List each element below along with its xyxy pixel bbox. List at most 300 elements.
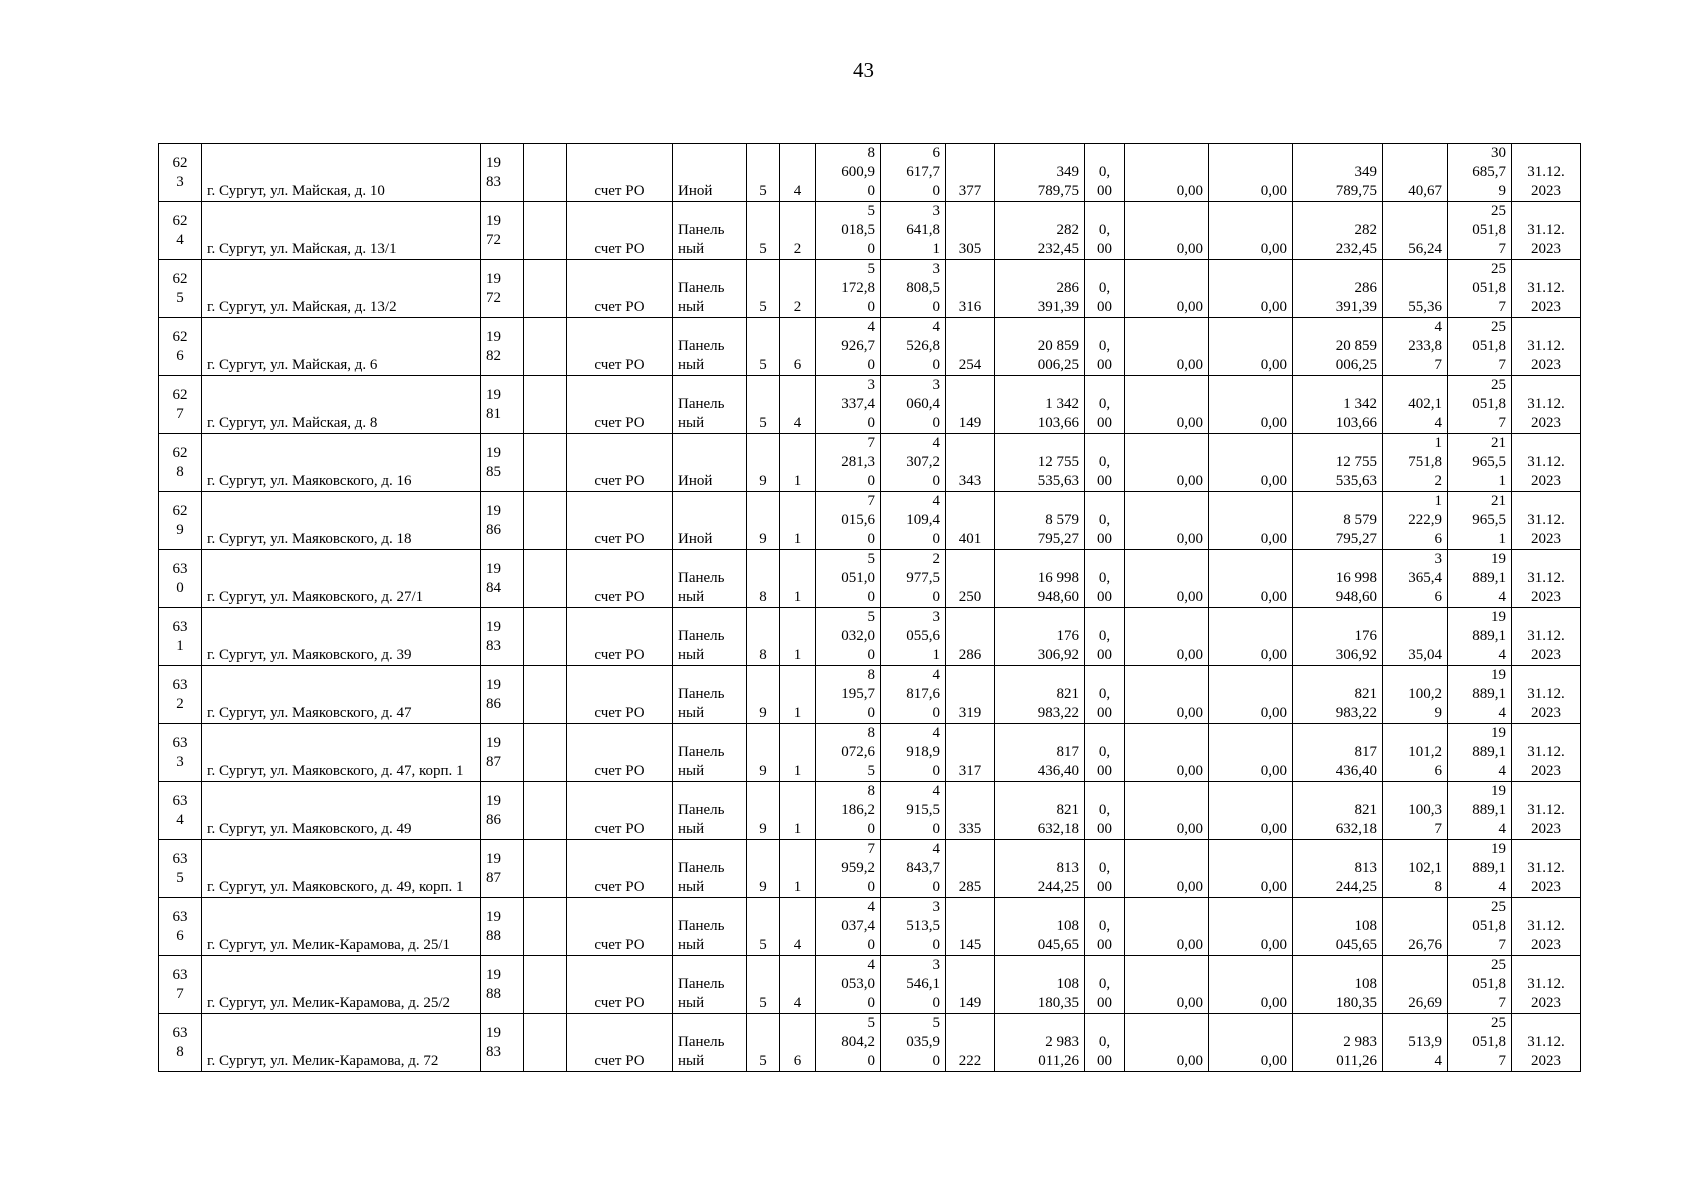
cell-c4 — [524, 550, 567, 608]
cell-year: 19 87 — [481, 840, 524, 898]
cell-entr: 1 — [780, 550, 816, 608]
cell-c15: 0,00 — [1209, 492, 1293, 550]
cell-cost: 16 998 948,60 — [995, 550, 1085, 608]
cell-c4 — [524, 376, 567, 434]
cell-area-liv: 4 307,2 0 — [881, 434, 946, 492]
cell-year: 19 88 — [481, 956, 524, 1014]
cell-entr: 2 — [780, 260, 816, 318]
cell-c4 — [524, 782, 567, 840]
cell-area-liv: 4 817,6 0 — [881, 666, 946, 724]
cell-no: 63 0 — [159, 550, 202, 608]
cell-cost: 821 632,18 — [995, 782, 1085, 840]
cell-date: 31.12. 2023 — [1512, 608, 1581, 666]
cell-area-total: 5 804,2 0 — [816, 1014, 881, 1072]
cell-wall: Панель ный — [673, 550, 747, 608]
cell-cost: 1 342 103,66 — [995, 376, 1085, 434]
cell-entr: 6 — [780, 318, 816, 376]
cell-c13: 0, 00 — [1085, 782, 1125, 840]
cell-year: 19 86 — [481, 666, 524, 724]
cell-c18: 19 889,1 4 — [1448, 840, 1512, 898]
cell-no: 62 7 — [159, 376, 202, 434]
cell-c13: 0, 00 — [1085, 666, 1125, 724]
cell-fund: счет РО — [567, 608, 673, 666]
cell-date: 31.12. 2023 — [1512, 782, 1581, 840]
cell-c17: 26,69 — [1383, 956, 1448, 1014]
cell-people: 305 — [946, 202, 995, 260]
cell-c14: 0,00 — [1125, 434, 1209, 492]
cell-c17: 101,2 6 — [1383, 724, 1448, 782]
cell-c18: 25 051,8 7 — [1448, 898, 1512, 956]
cell-c14: 0,00 — [1125, 666, 1209, 724]
table-body — [159, 144, 1581, 1072]
table-row — [159, 1014, 1581, 1072]
cell-c18: 25 051,8 7 — [1448, 376, 1512, 434]
cell-c4 — [524, 724, 567, 782]
cell-addr: г. Сургут, ул. Маяковского, д. 47 — [202, 666, 481, 724]
cell-no: 63 5 — [159, 840, 202, 898]
cell-area-total: 7 959,2 0 — [816, 840, 881, 898]
cell-c14: 0,00 — [1125, 550, 1209, 608]
cell-area-total: 5 051,0 0 — [816, 550, 881, 608]
cell-c4 — [524, 608, 567, 666]
table-row — [159, 608, 1581, 666]
cell-entr: 1 — [780, 666, 816, 724]
cell-fund: счет РО — [567, 202, 673, 260]
cell-c16: 16 998 948,60 — [1293, 550, 1383, 608]
cell-area-total: 5 018,5 0 — [816, 202, 881, 260]
cell-area-total: 8 195,7 0 — [816, 666, 881, 724]
cell-c4 — [524, 434, 567, 492]
cell-floors: 5 — [747, 318, 780, 376]
cell-no: 62 8 — [159, 434, 202, 492]
table-row — [159, 724, 1581, 782]
cell-no: 63 2 — [159, 666, 202, 724]
cell-area-total: 4 053,0 0 — [816, 956, 881, 1014]
cell-c16: 282 232,45 — [1293, 202, 1383, 260]
cell-date: 31.12. 2023 — [1512, 144, 1581, 202]
cell-c15: 0,00 — [1209, 434, 1293, 492]
cell-c15: 0,00 — [1209, 608, 1293, 666]
cell-c4 — [524, 492, 567, 550]
cell-area-total: 5 172,8 0 — [816, 260, 881, 318]
cell-wall: Иной — [673, 144, 747, 202]
cell-c4 — [524, 202, 567, 260]
cell-c16: 108 180,35 — [1293, 956, 1383, 1014]
cell-wall: Панель ный — [673, 608, 747, 666]
table-row — [159, 956, 1581, 1014]
cell-c13: 0, 00 — [1085, 550, 1125, 608]
cell-area-liv: 3 055,6 1 — [881, 608, 946, 666]
cell-wall: Панель ный — [673, 840, 747, 898]
cell-no: 62 5 — [159, 260, 202, 318]
cell-year: 19 84 — [481, 550, 524, 608]
cell-fund: счет РО — [567, 666, 673, 724]
table-row — [159, 898, 1581, 956]
cell-c13: 0, 00 — [1085, 492, 1125, 550]
cell-area-liv: 2 977,5 0 — [881, 550, 946, 608]
cell-c4 — [524, 956, 567, 1014]
cell-c15: 0,00 — [1209, 260, 1293, 318]
cell-c16: 2 983 011,26 — [1293, 1014, 1383, 1072]
cell-c13: 0, 00 — [1085, 724, 1125, 782]
cell-addr: г. Сургут, ул. Маяковского, д. 18 — [202, 492, 481, 550]
cell-floors: 9 — [747, 840, 780, 898]
cell-floors: 8 — [747, 608, 780, 666]
cell-c17: 100,2 9 — [1383, 666, 1448, 724]
cell-entr: 4 — [780, 956, 816, 1014]
cell-area-liv: 4 526,8 0 — [881, 318, 946, 376]
cell-fund: счет РО — [567, 550, 673, 608]
cell-year: 19 72 — [481, 260, 524, 318]
cell-floors: 5 — [747, 898, 780, 956]
cell-area-total: 5 032,0 0 — [816, 608, 881, 666]
cell-no: 62 9 — [159, 492, 202, 550]
cell-area-liv: 4 843,7 0 — [881, 840, 946, 898]
cell-wall: Панель ный — [673, 724, 747, 782]
cell-c18: 25 051,8 7 — [1448, 260, 1512, 318]
cell-cost: 817 436,40 — [995, 724, 1085, 782]
cell-c13: 0, 00 — [1085, 840, 1125, 898]
cell-c14: 0,00 — [1125, 376, 1209, 434]
cell-no: 62 3 — [159, 144, 202, 202]
cell-entr: 6 — [780, 1014, 816, 1072]
cell-c4 — [524, 840, 567, 898]
cell-c17: 102,1 8 — [1383, 840, 1448, 898]
cell-floors: 9 — [747, 666, 780, 724]
cell-entr: 4 — [780, 144, 816, 202]
cell-date: 31.12. 2023 — [1512, 492, 1581, 550]
cell-c14: 0,00 — [1125, 260, 1209, 318]
table-row — [159, 840, 1581, 898]
cell-year: 19 86 — [481, 782, 524, 840]
cell-c13: 0, 00 — [1085, 1014, 1125, 1072]
cell-cost: 2 983 011,26 — [995, 1014, 1085, 1072]
cell-cost: 821 983,22 — [995, 666, 1085, 724]
cell-addr: г. Сургут, ул. Майская, д. 13/2 — [202, 260, 481, 318]
cell-people: 250 — [946, 550, 995, 608]
cell-c15: 0,00 — [1209, 550, 1293, 608]
cell-people: 377 — [946, 144, 995, 202]
cell-c17: 40,67 — [1383, 144, 1448, 202]
cell-addr: г. Сургут, ул. Маяковского, д. 47, корп. 1 — [202, 724, 481, 782]
cell-date: 31.12. 2023 — [1512, 434, 1581, 492]
cell-year: 19 83 — [481, 1014, 524, 1072]
cell-date: 31.12. 2023 — [1512, 956, 1581, 1014]
cell-addr: г. Сургут, ул. Мелик-Карамова, д. 72 — [202, 1014, 481, 1072]
cell-area-total: 4 926,7 0 — [816, 318, 881, 376]
cell-floors: 5 — [747, 260, 780, 318]
cell-area-liv: 6 617,7 0 — [881, 144, 946, 202]
cell-entr: 1 — [780, 434, 816, 492]
cell-floors: 5 — [747, 376, 780, 434]
cell-c17: 1 222,9 6 — [1383, 492, 1448, 550]
cell-c13: 0, 00 — [1085, 260, 1125, 318]
cell-floors: 9 — [747, 434, 780, 492]
cell-c17: 100,3 7 — [1383, 782, 1448, 840]
cell-wall: Панель ный — [673, 898, 747, 956]
cell-entr: 2 — [780, 202, 816, 260]
cell-floors: 5 — [747, 144, 780, 202]
cell-fund: счет РО — [567, 434, 673, 492]
cell-c17: 26,76 — [1383, 898, 1448, 956]
cell-addr: г. Сургут, ул. Маяковского, д. 39 — [202, 608, 481, 666]
cell-addr: г. Сургут, ул. Мелик-Карамова, д. 25/2 — [202, 956, 481, 1014]
cell-people: 401 — [946, 492, 995, 550]
cell-addr: г. Сургут, ул. Майская, д. 6 — [202, 318, 481, 376]
cell-c4 — [524, 666, 567, 724]
cell-c13: 0, 00 — [1085, 608, 1125, 666]
cell-entr: 1 — [780, 724, 816, 782]
cell-c16: 817 436,40 — [1293, 724, 1383, 782]
cell-c14: 0,00 — [1125, 840, 1209, 898]
cell-c13: 0, 00 — [1085, 144, 1125, 202]
cell-people: 145 — [946, 898, 995, 956]
cell-c15: 0,00 — [1209, 898, 1293, 956]
cell-c15: 0,00 — [1209, 666, 1293, 724]
cell-year: 19 87 — [481, 724, 524, 782]
table-row — [159, 318, 1581, 376]
cell-c15: 0,00 — [1209, 782, 1293, 840]
cell-area-total: 8 072,6 5 — [816, 724, 881, 782]
cell-year: 19 72 — [481, 202, 524, 260]
cell-area-liv: 5 035,9 0 — [881, 1014, 946, 1072]
cell-floors: 9 — [747, 724, 780, 782]
cell-c13: 0, 00 — [1085, 956, 1125, 1014]
cell-c13: 0, 00 — [1085, 434, 1125, 492]
cell-cost: 286 391,39 — [995, 260, 1085, 318]
cell-area-liv: 3 641,8 1 — [881, 202, 946, 260]
table-row — [159, 666, 1581, 724]
cell-c18: 25 051,8 7 — [1448, 956, 1512, 1014]
cell-c14: 0,00 — [1125, 318, 1209, 376]
cell-people: 149 — [946, 376, 995, 434]
cell-c4 — [524, 260, 567, 318]
cell-people: 335 — [946, 782, 995, 840]
cell-no: 63 1 — [159, 608, 202, 666]
cell-c14: 0,00 — [1125, 1014, 1209, 1072]
cell-c14: 0,00 — [1125, 956, 1209, 1014]
cell-date: 31.12. 2023 — [1512, 840, 1581, 898]
cell-floors: 5 — [747, 956, 780, 1014]
cell-cost: 349 789,75 — [995, 144, 1085, 202]
cell-floors: 9 — [747, 782, 780, 840]
cell-fund: счет РО — [567, 782, 673, 840]
cell-entr: 4 — [780, 898, 816, 956]
cell-entr: 1 — [780, 840, 816, 898]
cell-no: 63 7 — [159, 956, 202, 1014]
cell-cost: 176 306,92 — [995, 608, 1085, 666]
cell-c15: 0,00 — [1209, 724, 1293, 782]
cell-c18: 25 051,8 7 — [1448, 1014, 1512, 1072]
cell-addr: г. Сургут, ул. Маяковского, д. 49, корп. 1 — [202, 840, 481, 898]
cell-addr: г. Сургут, ул. Майская, д. 13/1 — [202, 202, 481, 260]
cell-people: 319 — [946, 666, 995, 724]
cell-entr: 1 — [780, 492, 816, 550]
cell-date: 31.12. 2023 — [1512, 376, 1581, 434]
cell-wall: Панель ный — [673, 260, 747, 318]
cell-c16: 286 391,39 — [1293, 260, 1383, 318]
cell-people: 254 — [946, 318, 995, 376]
cell-fund: счет РО — [567, 260, 673, 318]
cell-year: 19 81 — [481, 376, 524, 434]
cell-c14: 0,00 — [1125, 144, 1209, 202]
cell-fund: счет РО — [567, 898, 673, 956]
cell-date: 31.12. 2023 — [1512, 318, 1581, 376]
cell-year: 19 83 — [481, 608, 524, 666]
cell-c13: 0, 00 — [1085, 376, 1125, 434]
cell-floors: 5 — [747, 202, 780, 260]
cell-fund: счет РО — [567, 318, 673, 376]
cell-cost: 108 045,65 — [995, 898, 1085, 956]
cell-c18: 19 889,1 4 — [1448, 608, 1512, 666]
cell-c13: 0, 00 — [1085, 318, 1125, 376]
cell-c17: 1 751,8 2 — [1383, 434, 1448, 492]
cell-area-total: 8 600,9 0 — [816, 144, 881, 202]
cell-date: 31.12. 2023 — [1512, 260, 1581, 318]
cell-wall: Иной — [673, 492, 747, 550]
cell-wall: Иной — [673, 434, 747, 492]
cell-c16: 108 045,65 — [1293, 898, 1383, 956]
cell-c16: 821 632,18 — [1293, 782, 1383, 840]
cell-no: 63 8 — [159, 1014, 202, 1072]
cell-fund: счет РО — [567, 492, 673, 550]
cell-date: 31.12. 2023 — [1512, 202, 1581, 260]
cell-date: 31.12. 2023 — [1512, 666, 1581, 724]
cell-wall: Панель ный — [673, 956, 747, 1014]
table-row — [159, 144, 1581, 202]
cell-people: 149 — [946, 956, 995, 1014]
cell-wall: Панель ный — [673, 376, 747, 434]
cell-c16: 821 983,22 — [1293, 666, 1383, 724]
cell-date: 31.12. 2023 — [1512, 1014, 1581, 1072]
cell-c15: 0,00 — [1209, 202, 1293, 260]
cell-c17: 35,04 — [1383, 608, 1448, 666]
cell-c14: 0,00 — [1125, 724, 1209, 782]
cell-addr: г. Сургут, ул. Маяковского, д. 49 — [202, 782, 481, 840]
cell-c17: 4 233,8 7 — [1383, 318, 1448, 376]
cell-area-liv: 4 915,5 0 — [881, 782, 946, 840]
cell-year: 19 85 — [481, 434, 524, 492]
cell-no: 62 4 — [159, 202, 202, 260]
cell-area-liv: 3 513,5 0 — [881, 898, 946, 956]
table-row — [159, 202, 1581, 260]
cell-c14: 0,00 — [1125, 782, 1209, 840]
cell-people: 285 — [946, 840, 995, 898]
cell-fund: счет РО — [567, 956, 673, 1014]
cell-c16: 813 244,25 — [1293, 840, 1383, 898]
cell-c15: 0,00 — [1209, 376, 1293, 434]
cell-year: 19 86 — [481, 492, 524, 550]
cell-area-total: 3 337,4 0 — [816, 376, 881, 434]
cell-date: 31.12. 2023 — [1512, 550, 1581, 608]
cell-c14: 0,00 — [1125, 492, 1209, 550]
cell-no: 63 6 — [159, 898, 202, 956]
table-row — [159, 492, 1581, 550]
table-row — [159, 260, 1581, 318]
cell-entr: 4 — [780, 376, 816, 434]
cell-entr: 1 — [780, 608, 816, 666]
cell-c18: 19 889,1 4 — [1448, 782, 1512, 840]
cell-wall: Панель ный — [673, 318, 747, 376]
cell-fund: счет РО — [567, 376, 673, 434]
cell-floors: 5 — [747, 1014, 780, 1072]
cell-c13: 0, 00 — [1085, 202, 1125, 260]
cell-area-total: 8 186,2 0 — [816, 782, 881, 840]
table-row — [159, 434, 1581, 492]
cell-floors: 9 — [747, 492, 780, 550]
cell-people: 343 — [946, 434, 995, 492]
cell-cost: 282 232,45 — [995, 202, 1085, 260]
table-row — [159, 782, 1581, 840]
cell-area-total: 4 037,4 0 — [816, 898, 881, 956]
cell-fund: счет РО — [567, 1014, 673, 1072]
table-row — [159, 550, 1581, 608]
cell-area-liv: 4 109,4 0 — [881, 492, 946, 550]
cell-addr: г. Сургут, ул. Майская, д. 8 — [202, 376, 481, 434]
cell-c15: 0,00 — [1209, 144, 1293, 202]
cell-c18: 25 051,8 7 — [1448, 318, 1512, 376]
cell-wall: Панель ный — [673, 666, 747, 724]
cell-addr: г. Сургут, ул. Маяковского, д. 16 — [202, 434, 481, 492]
cell-c15: 0,00 — [1209, 1014, 1293, 1072]
cell-c16: 1 342 103,66 — [1293, 376, 1383, 434]
cell-c17: 402,1 4 — [1383, 376, 1448, 434]
cell-c18: 21 965,5 1 — [1448, 434, 1512, 492]
cell-c15: 0,00 — [1209, 956, 1293, 1014]
cell-c4 — [524, 144, 567, 202]
cell-fund: счет РО — [567, 144, 673, 202]
cell-c18: 19 889,1 4 — [1448, 550, 1512, 608]
cell-c14: 0,00 — [1125, 608, 1209, 666]
cell-date: 31.12. 2023 — [1512, 898, 1581, 956]
cell-c14: 0,00 — [1125, 898, 1209, 956]
cell-people: 222 — [946, 1014, 995, 1072]
cell-c15: 0,00 — [1209, 318, 1293, 376]
cell-cost: 20 859 006,25 — [995, 318, 1085, 376]
cell-fund: счет РО — [567, 840, 673, 898]
cell-year: 19 88 — [481, 898, 524, 956]
cell-c16: 176 306,92 — [1293, 608, 1383, 666]
cell-area-total: 7 015,6 0 — [816, 492, 881, 550]
cell-people: 316 — [946, 260, 995, 318]
cell-fund: счет РО — [567, 724, 673, 782]
cell-c16: 349 789,75 — [1293, 144, 1383, 202]
cell-cost: 8 579 795,27 — [995, 492, 1085, 550]
cell-no: 63 4 — [159, 782, 202, 840]
housing-register-table — [158, 143, 1581, 1072]
cell-wall: Панель ный — [673, 1014, 747, 1072]
cell-area-total: 7 281,3 0 — [816, 434, 881, 492]
cell-year: 19 82 — [481, 318, 524, 376]
page-number: 43 — [853, 58, 874, 82]
cell-c18: 30 685,7 9 — [1448, 144, 1512, 202]
cell-entr: 1 — [780, 782, 816, 840]
cell-floors: 8 — [747, 550, 780, 608]
cell-c17: 55,36 — [1383, 260, 1448, 318]
cell-c16: 12 755 535,63 — [1293, 434, 1383, 492]
cell-area-liv: 4 918,9 0 — [881, 724, 946, 782]
cell-addr: г. Сургут, ул. Майская, д. 10 — [202, 144, 481, 202]
cell-people: 317 — [946, 724, 995, 782]
cell-c4 — [524, 898, 567, 956]
cell-c17: 513,9 4 — [1383, 1014, 1448, 1072]
cell-area-liv: 3 546,1 0 — [881, 956, 946, 1014]
cell-c18: 21 965,5 1 — [1448, 492, 1512, 550]
cell-c18: 25 051,8 7 — [1448, 202, 1512, 260]
cell-c17: 56,24 — [1383, 202, 1448, 260]
cell-people: 286 — [946, 608, 995, 666]
cell-area-liv: 3 808,5 0 — [881, 260, 946, 318]
